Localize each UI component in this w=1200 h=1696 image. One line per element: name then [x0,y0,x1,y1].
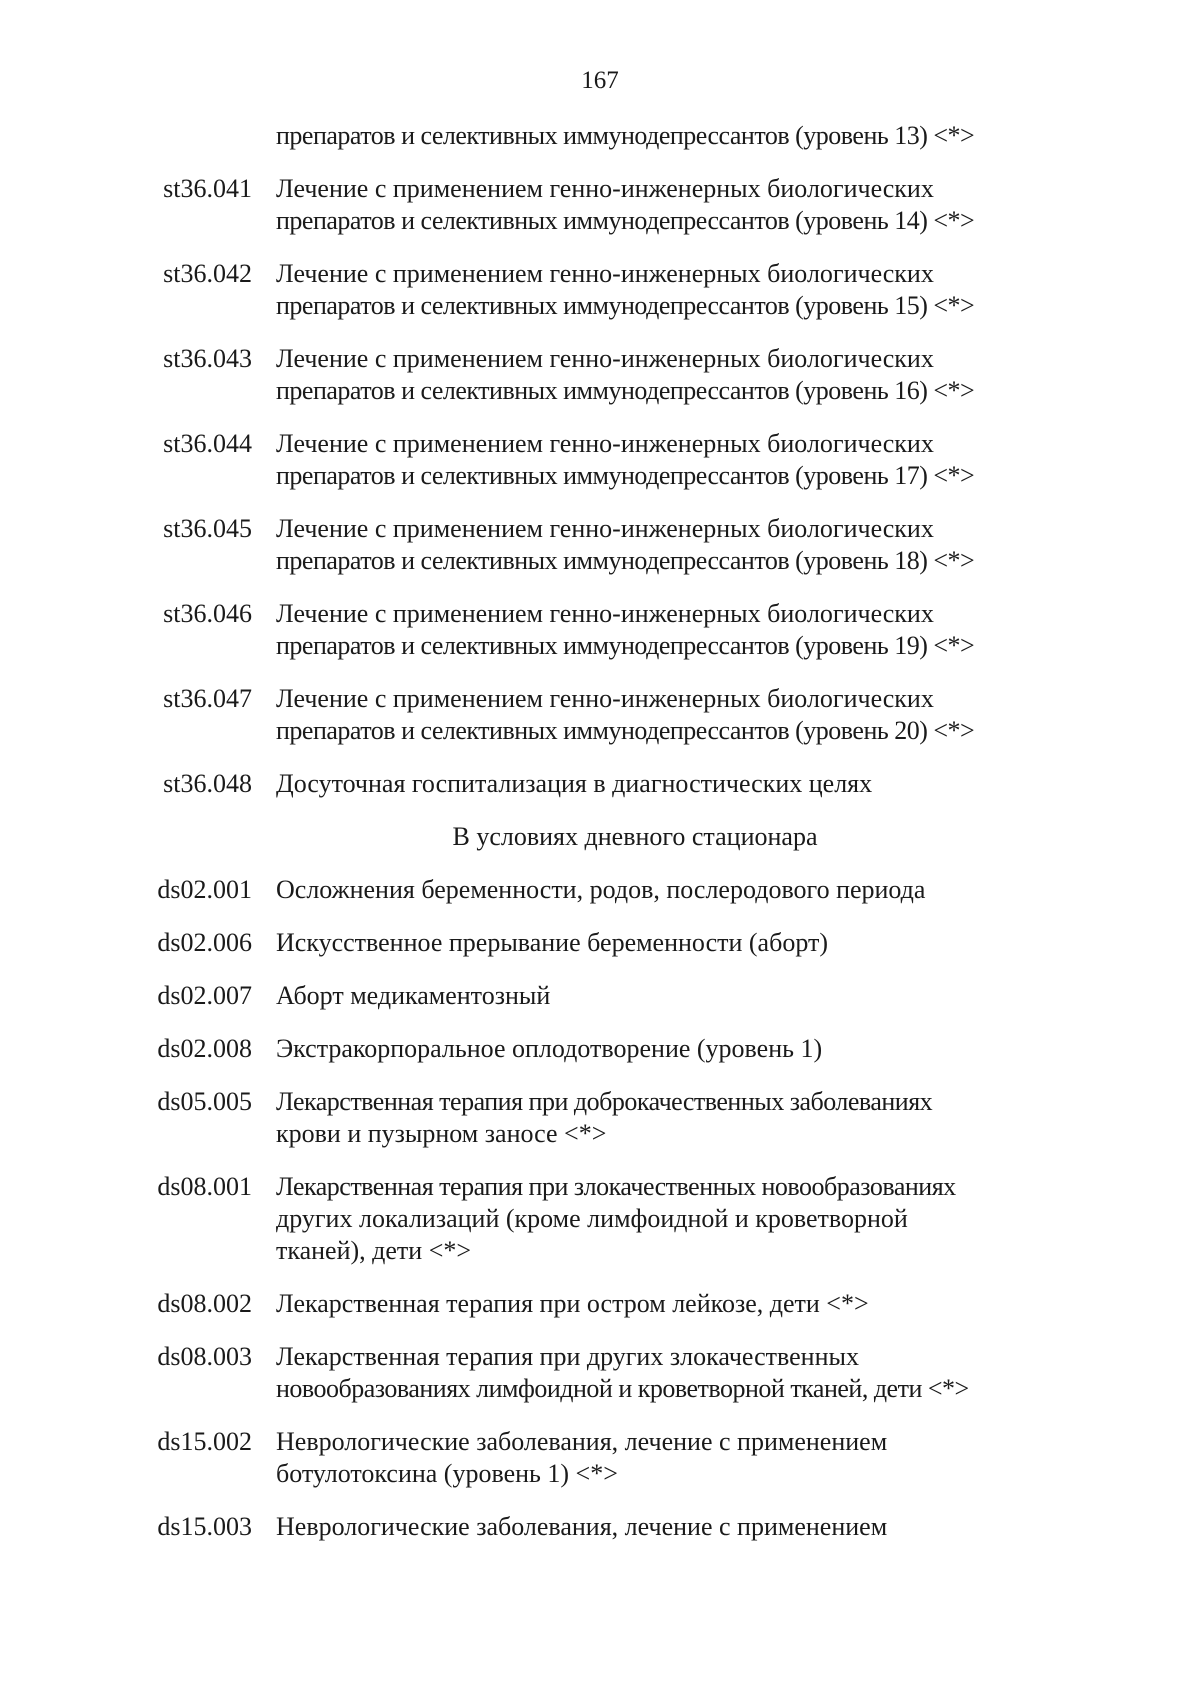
row-description [276,343,1066,407]
list-item [0,1341,1200,1405]
row-description [276,428,1066,492]
list-item [0,1171,1200,1267]
description-line: препаратов и селективных иммунодепрессантов (уровень 15) <*> [276,291,975,320]
row-code: ds02.001 [157,875,252,904]
row-description [276,768,1066,800]
row-description [276,874,1066,906]
description-line: Лекарственная терапия при злокачественных новообразованиях [276,1172,956,1201]
continuation-row [0,120,1200,152]
row-code: st36.042 [163,259,252,288]
code-list [0,120,1200,1564]
row-code: st36.043 [163,344,252,373]
description-line: препаратов и селективных иммунодепрессантов (уровень 18) <*> [276,546,975,575]
description-line: Лечение с применением генно-инженерных биологических [276,599,934,628]
list-item [0,874,1200,906]
description-line: Неврологические заболевания, лечение с применением [276,1512,888,1541]
description-line: новообразованиях лимфоидной и кроветворной тканей, дети <*> [276,1374,969,1403]
list-item [0,980,1200,1012]
row-description [276,513,1066,577]
list-item [0,768,1200,800]
row-code: ds08.002 [157,1289,252,1318]
row-description [276,598,1066,662]
list-item [0,598,1200,662]
description-line: Лечение с применением генно-инженерных биологических [276,514,934,543]
list-item [0,1086,1200,1150]
row-description [276,1288,1066,1320]
list-item [0,428,1200,492]
row-code: st36.044 [163,429,252,458]
description-line: Неврологические заболевания, лечение с применением [276,1427,888,1456]
rows-after-section [0,874,1200,1543]
list-item [0,258,1200,322]
row-code: st36.046 [163,599,252,628]
row-code: st36.045 [163,514,252,543]
row-code: st36.048 [163,769,252,798]
row-code: ds15.003 [157,1512,252,1541]
row-description [276,1171,1066,1267]
description-line: препаратов и селективных иммунодепрессантов (уровень 14) <*> [276,206,975,235]
row-description [276,1426,1066,1490]
description-line: Досуточная госпитализация в диагностических целях [276,769,873,798]
row-code: ds15.002 [157,1427,252,1456]
description-line: тканей), дети <*> [276,1236,472,1265]
description-line: Лекарственная терапия при других злокачественных [276,1342,859,1371]
row-code: st36.041 [163,174,252,203]
description-line: Лекарственная терапия при доброкачественных заболеваниях [276,1087,933,1116]
list-item [0,1033,1200,1065]
row-description [276,927,1066,959]
list-item [0,1511,1200,1543]
list-item [0,513,1200,577]
description-line: Лечение с применением генно-инженерных биологических [276,429,934,458]
row-description [276,980,1066,1012]
description-line: Экстракорпоральное оплодотворение (уровень 1) [276,1034,823,1063]
page-number: 167 [581,67,619,94]
description-line: препаратов и селективных иммунодепрессантов (уровень 17) <*> [276,461,975,490]
description-line: крови и пузырном заносе <*> [276,1119,607,1148]
row-code: ds05.005 [157,1087,252,1116]
list-item [0,927,1200,959]
description-line: Лечение с применением генно-инженерных биологических [276,344,934,373]
row-code: st36.047 [163,684,252,713]
row-code: ds02.008 [157,1034,252,1063]
row-code: ds08.003 [157,1342,252,1371]
row-description [276,683,1066,747]
row-description [276,1511,1066,1543]
section-heading: В условиях дневного стационара [452,822,818,851]
rows-before-section [0,173,1200,800]
description-line: препаратов и селективных иммунодепрессантов (уровень 19) <*> [276,631,975,660]
list-item [0,173,1200,237]
row-code: ds02.007 [157,981,252,1010]
list-item [0,343,1200,407]
continuation-line: препаратов и селективных иммунодепрессантов (уровень 13) <*> [276,121,975,150]
list-item [0,683,1200,747]
description-line: препаратов и селективных иммунодепрессантов (уровень 16) <*> [276,376,975,405]
row-description [276,258,1066,322]
row-code: ds08.001 [157,1172,252,1201]
row-description [276,1341,1066,1405]
list-item [0,1426,1200,1490]
row-description [276,120,1066,152]
list-item [0,1288,1200,1320]
description-line: Осложнения беременности, родов, послеродового периода [276,875,926,904]
description-line: ботулотоксина (уровень 1) <*> [276,1459,618,1488]
description-line: Лечение с применением генно-инженерных биологических [276,684,934,713]
description-line: других локализаций (кроме лимфоидной и кроветворной [276,1204,908,1233]
description-line: Лечение с применением генно-инженерных биологических [276,174,934,203]
description-line: Лекарственная терапия при остром лейкозе, дети <*> [276,1289,869,1318]
row-description [276,1086,1066,1150]
description-line: препаратов и селективных иммунодепрессантов (уровень 20) <*> [276,716,975,745]
row-description [276,1033,1066,1065]
description-line: Лечение с применением генно-инженерных биологических [276,259,934,288]
row-description [276,173,1066,237]
description-line: Искусственное прерывание беременности (аборт) [276,928,828,957]
row-code: ds02.006 [157,928,252,957]
description-line: Аборт медикаментозный [276,981,551,1010]
